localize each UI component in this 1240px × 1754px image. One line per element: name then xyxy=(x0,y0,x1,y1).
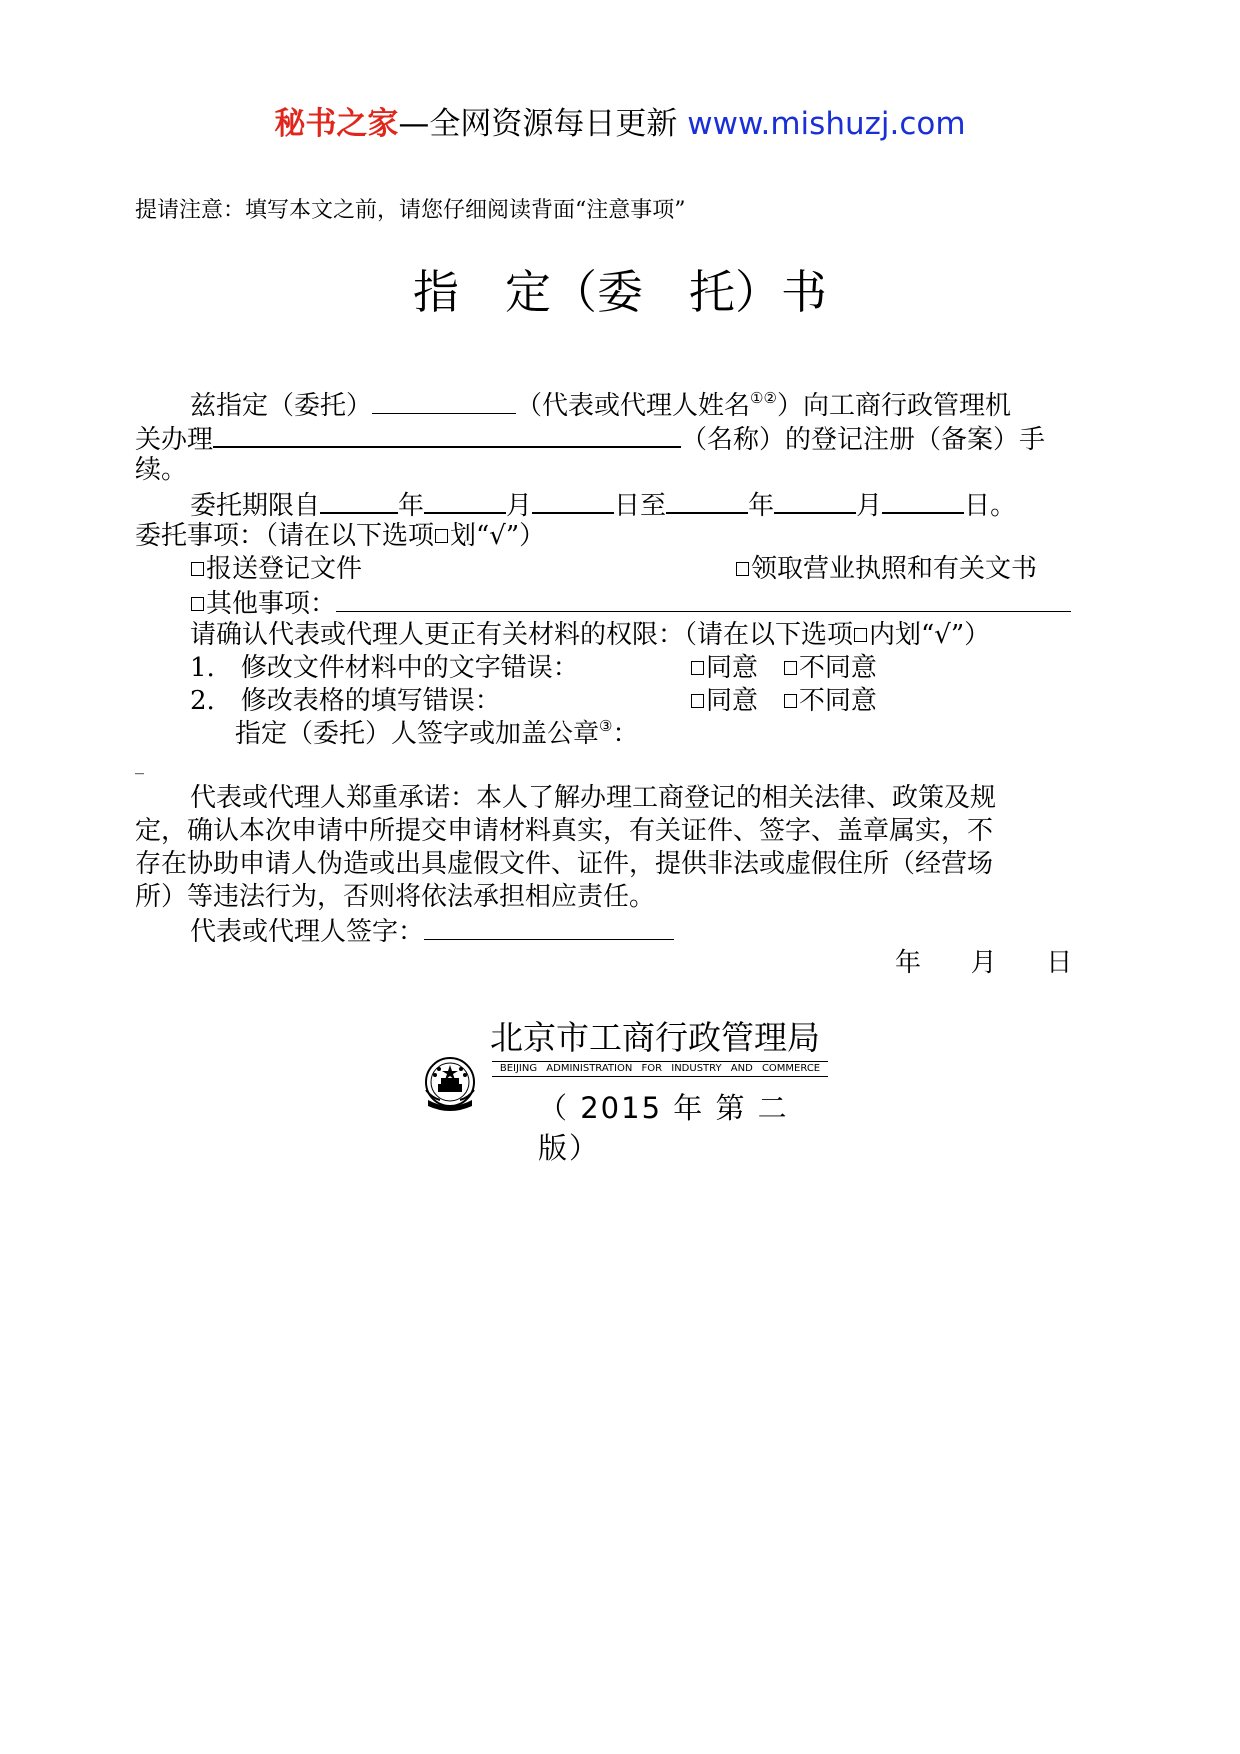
start-month-blank[interactable] xyxy=(424,486,506,514)
pledge-line-3: 存在协助申请人伪造或出具虚假文件、证件，提供非法或虚假住所（经营场 xyxy=(135,849,994,879)
p2-text-b: （名称）的登记注册（备案）手 xyxy=(681,425,1046,455)
edition-line-2: 版） xyxy=(538,1131,601,1165)
period-line xyxy=(190,486,1016,523)
start-day-label: 日至 xyxy=(614,491,667,521)
end-year-blank[interactable] xyxy=(666,486,748,514)
start-month-label: 月 xyxy=(506,491,533,521)
other-matters-label: 其他事项： xyxy=(206,589,337,619)
banner-slogan: —全网资源每日更新 xyxy=(398,106,678,142)
pledge-line-4: 所）等违法行为，否则将依法承担相应责任。 xyxy=(135,882,656,912)
item1-disagree-checkbox[interactable] xyxy=(784,661,797,675)
item1-agree-label: 同意 xyxy=(706,653,759,683)
item2-disagree-label: 不同意 xyxy=(798,686,877,716)
banner-url-link[interactable]: www.mishuzj.com xyxy=(687,106,966,142)
end-month-label: 月 xyxy=(856,491,883,521)
agency-name: 北京市工商行政管理局 xyxy=(490,1018,820,1057)
end-year-label: 年 xyxy=(748,491,775,521)
company-name-blank[interactable] xyxy=(213,420,681,448)
confirm-label: 请确认代表或代理人更正有关材料的权限：（请在以下选项 xyxy=(190,620,854,650)
p1-footnote-ref: ①② xyxy=(750,389,777,407)
item1-options xyxy=(690,651,877,685)
agent-signature-blank[interactable] xyxy=(424,913,674,940)
item2-options xyxy=(690,684,877,718)
item2-line xyxy=(190,684,501,718)
item1-line xyxy=(190,651,579,685)
collect-license-label: 领取营业执照和有关文书 xyxy=(751,554,1038,584)
item2-agree-label: 同意 xyxy=(706,686,759,716)
submit-docs-checkbox[interactable] xyxy=(191,562,204,576)
date-year-label: 年 xyxy=(895,948,922,978)
option-submit xyxy=(190,552,362,586)
matters-tail: 划“√”） xyxy=(450,521,546,551)
item1-label: 1. 修改文件材料中的文字错误： xyxy=(190,653,579,683)
other-matters-checkbox[interactable] xyxy=(191,597,204,611)
agent-sign-line xyxy=(190,913,674,949)
p1-text-a: 兹指定（委托） xyxy=(190,391,373,421)
signer-colon: ： xyxy=(612,719,639,749)
matters-line xyxy=(135,519,545,553)
date-line xyxy=(895,946,1072,980)
signer-line xyxy=(235,717,638,751)
signer-label: 指定（委托）人签字或加盖公章 xyxy=(235,719,600,749)
p2-text-a: 关办理 xyxy=(135,425,214,455)
start-year-label: 年 xyxy=(398,491,425,521)
pledge-line-1: 代表或代理人郑重承诺：本人了解办理工商登记的相关法律、政策及规 xyxy=(190,783,997,813)
date-day-label: 日 xyxy=(1046,948,1073,978)
option-license xyxy=(735,552,1037,586)
submit-docs-label: 报送登记文件 xyxy=(206,554,363,584)
page-title: 指 定（委 托）书 xyxy=(413,265,827,319)
item2-label: 2. 修改表格的填写错误： xyxy=(190,686,501,716)
form-line-1 xyxy=(190,387,1011,423)
agent-sign-label: 代表或代理人签字： xyxy=(190,917,425,947)
item2-agree-checkbox[interactable] xyxy=(691,694,704,708)
item1-disagree-label: 不同意 xyxy=(798,653,877,683)
matters-label: 委托事项：（请在以下选项 xyxy=(135,521,435,551)
date-month-label: 月 xyxy=(970,948,997,978)
period-label: 委托期限自 xyxy=(190,491,321,521)
site-banner xyxy=(0,102,1240,146)
start-year-blank[interactable] xyxy=(320,486,398,514)
edition-line-1: （ 2015 年 第 二 xyxy=(538,1091,789,1125)
national-emblem-icon xyxy=(418,1054,482,1118)
end-month-blank[interactable] xyxy=(774,486,856,514)
confirm-line xyxy=(190,618,990,652)
collect-license-checkbox[interactable] xyxy=(736,562,749,576)
agency-name-en: BEIJING ADMINISTRATION FOR INDUSTRY AND COMMERCE xyxy=(492,1061,828,1077)
banner-brand: 秘书之家 xyxy=(274,106,399,142)
start-day-blank[interactable] xyxy=(532,486,614,514)
agent-name-blank[interactable] xyxy=(372,387,516,414)
p1-text-c: ）向工商行政管理机 xyxy=(776,391,1011,421)
notice-text: 提请注意：填写本文之前，请您仔细阅读背面“注意事项” xyxy=(135,198,686,223)
form-line-2 xyxy=(135,420,1045,457)
other-matters-blank[interactable] xyxy=(336,585,1071,612)
signer-footnote-ref: ③ xyxy=(599,717,613,735)
stray-mark: _ xyxy=(135,754,144,775)
checkbox-icon xyxy=(435,529,448,543)
checkbox-icon xyxy=(854,628,867,642)
option-other xyxy=(190,585,1071,621)
confirm-tail: 内划“√”） xyxy=(869,620,991,650)
end-day-blank[interactable] xyxy=(882,486,964,514)
form-line-3: 续。 xyxy=(135,455,188,485)
pledge-line-2: 定，确认本次申请中所提交申请材料真实，有关证件、签字、盖章属实，不 xyxy=(135,816,994,846)
item1-agree-checkbox[interactable] xyxy=(691,661,704,675)
item2-disagree-checkbox[interactable] xyxy=(784,694,797,708)
end-day-label: 日。 xyxy=(964,491,1017,521)
p1-text-b: （代表或代理人姓名 xyxy=(516,391,751,421)
